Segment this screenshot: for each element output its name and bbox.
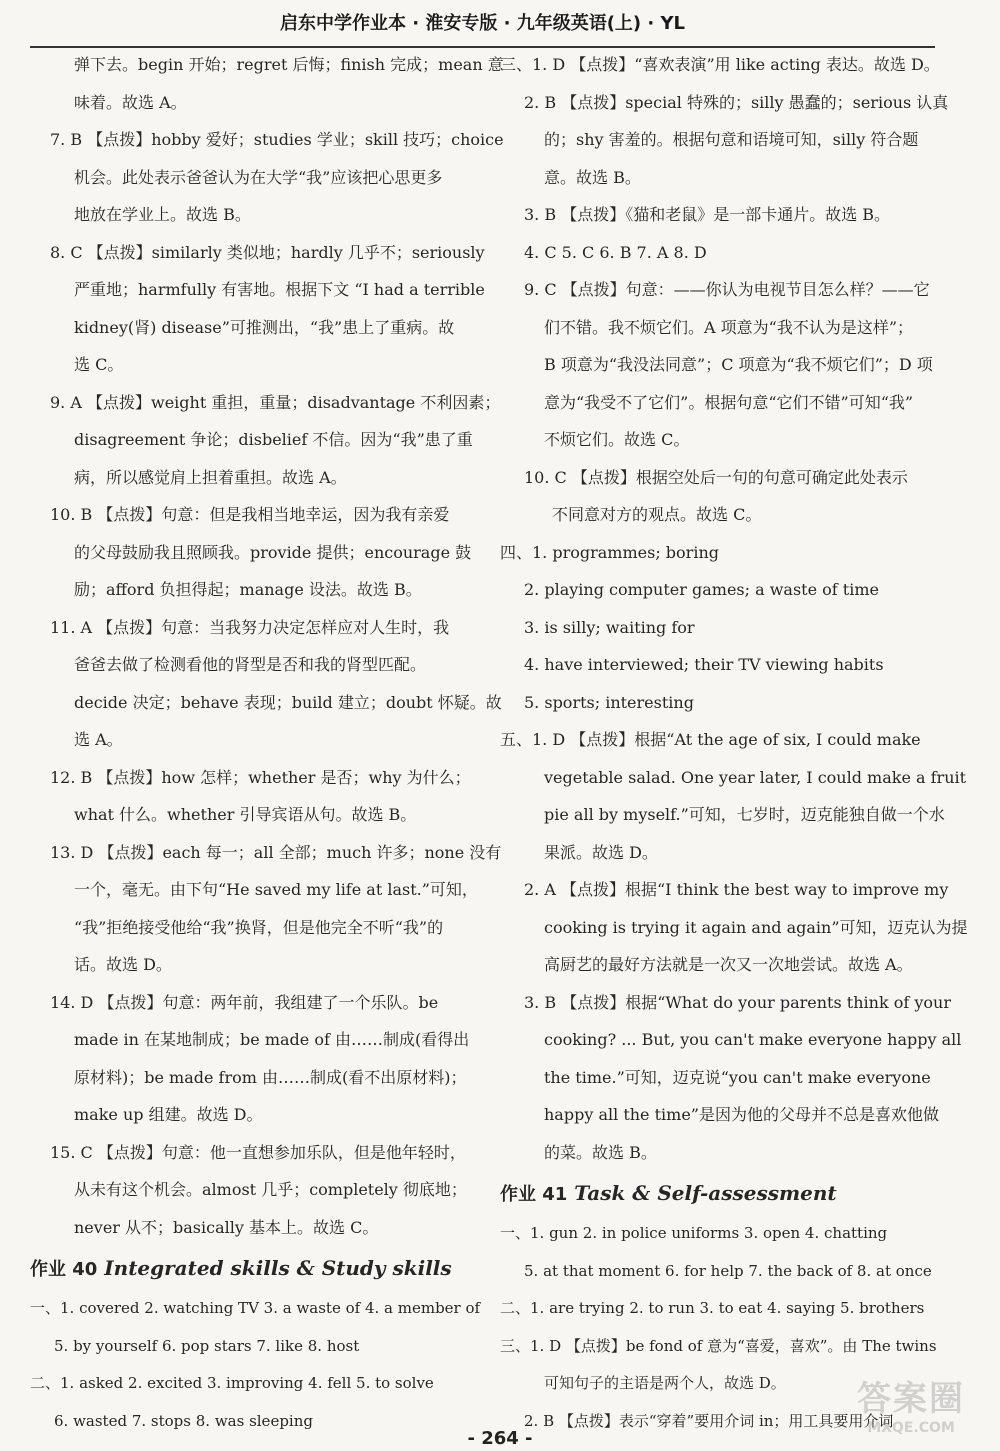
page-header: [30, 6, 935, 48]
answer-item-3-3: 3. B 【点拨】《猫和老鼠》是一部卡通片。故选 B。: [524, 205, 891, 224]
answer-item-4-3: 3. is silly; waiting for: [524, 617, 695, 637]
exercise-row: 一、1. covered 2. watching TV 3. a waste of 4. a member of: [30, 1299, 481, 1317]
section-prefix: 作业 41: [500, 1184, 568, 1205]
answer-item-4-4: 4. have interviewed; their TV viewing habits: [524, 655, 884, 674]
text-line: 选 C。: [74, 355, 124, 374]
answer-item-3-10: 10. C 【点拨】根据空处后一句的句意可确定此处表示: [524, 467, 908, 487]
right-column: [500, 46, 968, 1440]
answer-item-3-9: 9. C 【点拨】句意：——你认为电视节目怎么样？——它: [524, 280, 930, 299]
text-line: pie all by myself.”可知，七岁时，迈克能独自做一个水: [544, 805, 945, 824]
exercise-row: 5. by yourself 6. pop stars 7. like 8. host: [54, 1336, 360, 1355]
text-line: cooking is trying it again and again”可知，迈克认为提: [544, 917, 968, 937]
text-line: disagreement 争论；disbelief 不信。因为“我”患了重: [74, 430, 473, 449]
text-line: 弹下去。begin 开始；regret 后悔；finish 完成；mean 意: [74, 55, 504, 74]
text-line: 们不错。我不烦它们。A 项意为“我不认为是这样”；: [544, 317, 914, 337]
page-number: - 264 -: [467, 1428, 533, 1449]
text-line: 可知句子的主语是两个人，故选 D。: [544, 1374, 786, 1392]
section-title-40: [30, 1250, 470, 1288]
text-line: 的菜。故选 B。: [544, 1142, 657, 1162]
text-line: 不烦它们。故选 C。: [544, 430, 690, 449]
text-line: 爸爸去做了检测看他的肾型是否和我的肾型匹配。: [74, 655, 427, 674]
text-line: what 什么。whether 引导宾语从句。故选 B。: [74, 805, 417, 824]
answer-item-5-1: 五、1. D 【点拨】根据“At the age of six, I could make: [500, 730, 921, 749]
text-line: vegetable salad. One year later, I could make a fruit: [544, 767, 967, 787]
answer-item-15: 15. C 【点拨】句意：他一直想参加乐队，但是他年轻时，: [50, 1142, 466, 1162]
answer-item-12: 12. B 【点拨】how 怎样；whether 是否；why 为什么；: [50, 767, 471, 787]
text-line: 选 A。: [74, 730, 123, 749]
answer-item-4-2: 2. playing computer games; a waste of time: [524, 580, 879, 599]
text-line: make up 组建。故选 D。: [74, 1105, 263, 1124]
text-line: 意。故选 B。: [544, 167, 641, 187]
answer-item-3-2: 2. B 【点拨】special 特殊的；silly 愚蠢的；serious 认真: [524, 92, 949, 112]
text-line: 话。故选 D。: [74, 955, 172, 974]
answer-item-10: 10. B 【点拨】句意：但是我相当地幸运，因为我有亲爱: [50, 505, 450, 524]
exercise-row: 一、1. gun 2. in police uniforms 3. open 4. chatting: [500, 1224, 888, 1242]
exercise-row: 5. at that moment 6. for help 7. the back of 8. at once: [524, 1261, 932, 1280]
text-line: 病，所以感觉肩上担着重担。故选 A。: [74, 467, 347, 487]
text-line: “我”拒绝接受他给“我”换肾，但是他完全不听“我”的: [74, 917, 444, 937]
text-line: 机会。此处表示爸爸认为在大学“我”应该把心思更多: [74, 167, 443, 187]
answer-item-9: 9. A 【点拨】weight 重担，重量；disadvantage 不利因素；: [50, 392, 501, 412]
answer-item-13: 13. D 【点拨】each 每一；all 全部；much 许多；none 没有: [50, 842, 502, 862]
text-line: B 项意为“我没法同意”；C 项意为“我不烦它们”；D 项: [544, 355, 933, 374]
text-line: 严重地；harmfully 有害地。根据下文 “I had a terrible: [74, 280, 485, 299]
answer-item-5-3: 3. B 【点拨】根据“What do your parents think of your: [524, 992, 951, 1012]
exercise-row: 二、1. are trying 2. to run 3. to eat 4. saying 5. brothers: [500, 1299, 925, 1317]
answer-row: 4. C 5. C 6. B 7. A 8. D: [524, 242, 707, 262]
text-line: kidney(肾) disease”可推测出，“我”患上了重病。故: [74, 317, 455, 337]
section-prefix: 作业 40: [30, 1259, 98, 1280]
text-line: 从未有这个机会。almost 几乎；completely 彻底地；: [74, 1180, 467, 1199]
watermark-text: 答案圈: [857, 1379, 965, 1419]
answer-item-8: 8. C 【点拨】similarly 类似地；hardly 几乎不；seriously: [50, 242, 485, 262]
text-line: 一个，毫无。由下句“He saved my life at last.”可知，: [74, 880, 478, 899]
answer-item-3-2: 2. B 【点拨】表示“穿着”要用介词 in；用工具要用介词: [524, 1411, 894, 1430]
answer-item-11: 11. A 【点拨】句意：当我努力决定怎样应对人生时，我: [50, 617, 450, 637]
text-line: 不同意对方的观点。故选 C。: [552, 505, 762, 524]
text-line: 地放在学业上。故选 B。: [74, 205, 251, 224]
exercise-row: 二、1. asked 2. excited 3. improving 4. fell 5. to solve: [30, 1374, 434, 1392]
section-name: Integrated skills & Study skills: [104, 1256, 452, 1280]
answer-item-7: 7. B 【点拨】hobby 爱好；studies 学业；skill 技巧；choice: [50, 130, 504, 149]
left-column: [30, 46, 504, 1440]
text-line: made in 在某地制成；be made of 由……制成(看得出: [74, 1030, 470, 1049]
watermark-url: MXQE.COM: [867, 1420, 955, 1436]
text-line: the time.”可知，迈克说“you can't make everyone: [544, 1067, 931, 1087]
text-line: 的父母鼓励我且照顾我。provide 提供；encourage 鼓: [74, 542, 472, 562]
text-line: cooking? ... But, you can't make everyone happy all: [544, 1030, 962, 1049]
exercise-row: 6. wasted 7. stops 8. was sleeping: [54, 1411, 313, 1430]
text-line: 高厨艺的最好方法就是一次又一次地尝试。故选 A。: [544, 955, 913, 974]
answer-item-4-1: 四、1. programmes; boring: [500, 542, 719, 562]
text-line: 意为“我受不了它们”。根据句意“它们不错”可知“我”: [544, 392, 914, 412]
text-line: 味着。故选 A。: [74, 92, 187, 112]
text-line: 原材料)；be made from 由……制成(看不出原材料)；: [74, 1067, 467, 1087]
header-title: 启东中学作业本 · 淮安专版 · 九年级英语(上) · YL: [279, 13, 686, 34]
answer-item-3-1: 三、1. D 【点拨】be fond of 意为“喜爱，喜欢”。由 The twins: [500, 1336, 937, 1355]
text-line: 果派。故选 D。: [544, 842, 658, 862]
text-line: happy all the time”是因为他的父母并不总是喜欢他做: [544, 1105, 939, 1124]
text-line: 励；afford 负担得起；manage 设法。故选 B。: [74, 580, 422, 599]
section-name: Task & Self-assessment: [574, 1181, 837, 1205]
answer-item-14: 14. D 【点拨】句意：两年前，我组建了一个乐队。be: [50, 992, 439, 1012]
watermark-logo: [836, 1379, 986, 1443]
text-line: 的；shy 害羞的。根据句意和语境可知，silly 符合题: [544, 130, 919, 149]
answer-item-3-1: 三、1. D 【点拨】“喜欢表演”用 like acting 表达。故选 D。: [500, 55, 940, 74]
text-line: never 从不；basically 基本上。故选 C。: [74, 1217, 379, 1237]
answer-item-5-2: 2. A 【点拨】根据“I think the best way to improve my: [524, 880, 949, 899]
answer-item-4-5: 5. sports; interesting: [524, 692, 694, 712]
section-title-41: [500, 1175, 940, 1213]
text-line: decide 决定；behave 表现；build 建立；doubt 怀疑。故: [74, 692, 502, 712]
